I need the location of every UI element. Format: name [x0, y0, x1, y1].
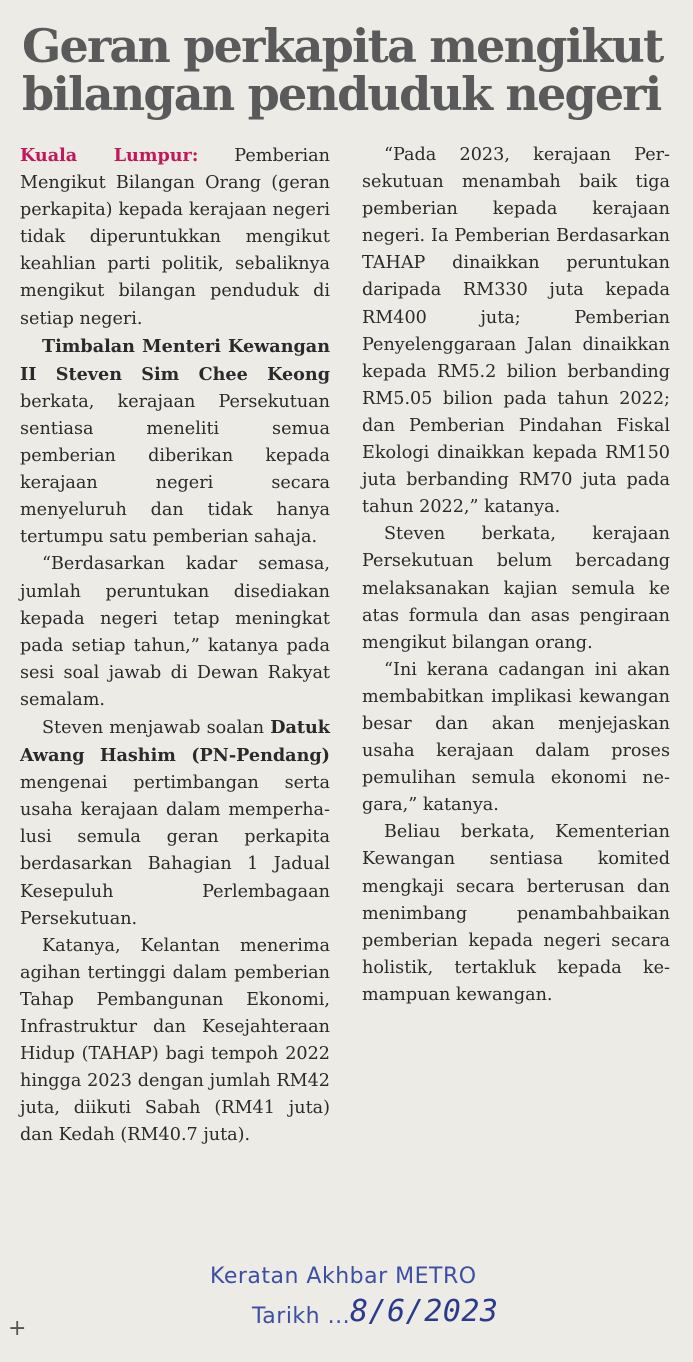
- article-paragraph-1: [20, 142, 330, 333]
- person-name: Timbalan Menteri Kewangan II Steven Sim Chee Keong: [20, 335, 330, 385]
- article-paragraph-4: [20, 714, 330, 933]
- headline: Geran perkapita mengikut bilangan penduduk negeri: [22, 19, 663, 121]
- article-paragraph-7: Steven berkata, kerajaan Persekutuan belum bercadang melaksanakan kajian semula ke atas formula dan asas pengiraan mengikut bilangan orang.: [362, 524, 670, 653]
- article-paragraph-9: Beliau berkata, Kementerian Kewangan sentiasa komited mengkaji secara berterusan dan menimbang penambahbaikan pemberian kepada negeri secara holistik, tertakluk kepada kemampuan kewangan.: [362, 822, 670, 1005]
- stamp-date-label: Tarikh ...: [252, 1304, 351, 1329]
- article-paragraph-5: Katanya, Kelantan menerima agihan tertinggi dalam pemberian Tahap Pembangunan Ekonomi, Infrastruktur dan Kesejahteraan Hidup (TAHAP) bagi tempoh 2022 hingga 2023 dengan jumlah RM42 juta, diikuti Sabah (RM41 juta) dan Kedah (RM40.7 juta).: [20, 935, 330, 1146]
- paragraph-text: mengenai pertimbangan serta usaha kerajaan dalam memperhalusi semula geran perkapita berdasarkan Bahagian 1 Jadual Kesepuluh Perlembagaan Persekutuan.: [20, 773, 330, 929]
- stamp-title: Keratan Akhbar METRO: [210, 1264, 477, 1289]
- article-column-left: [20, 142, 330, 1149]
- stamp-date-handwritten: 8/6/2023: [350, 1294, 499, 1329]
- paragraph-text: Pemberian Mengikut Bilangan Orang (geran perkapita) kepada kerajaan negeri tidak diperuntukkan mengikut keahlian parti politik, sebaliknya mengikut bilangan penduduk di setiap negeri.: [20, 146, 330, 329]
- paragraph-text: Steven menjawab soalan: [42, 717, 271, 738]
- article-paragraph-6: “Pada 2023, kerajaan Persekutuan menambah baik tiga pemberian kepada kerajaan negeri. Ia Pemberian Berdasarkan TAHAP dinaikkan peruntukan daripada RM330 juta kepada RM400 juta; Pemberian Penyelenggaraan Jalan dinaikkan kepada RM5.2 bilion berbanding RM5.05 bilion pada tahun 2022; dan Pemberian Pindahan Fiskal Ekologi dinaikkan kepada RM150 juta berbanding RM70 juta pada tahun 2022,” katanya.: [362, 145, 670, 518]
- crop-mark-icon: +: [8, 1316, 27, 1341]
- article-paragraph-3: “Berdasarkan kadar semasa, jumlah peruntukan disediakan kepada negeri tetap meningkat pada setiap tahun,” katanya pada sesi soal jawab di Dewan Rakyat semalam.: [20, 554, 330, 710]
- paragraph-text: berkata, kerajaan Persekutuan sentiasa meneliti semua pemberian diberikan kepada kerajaan negeri secara menyeluruh dan tidak hanya tertumpu satu pemberian sahaja.: [20, 391, 330, 548]
- article-paragraph-8: “Ini kerana cadangan ini akan membabitkan implikasi kewangan besar dan akan menjejaskan usaha kerajaan dalam proses pemulihan semula ekonomi negara,” katanya.: [362, 659, 670, 816]
- article-column-right: [362, 142, 670, 1009]
- dateline: Kuala Lumpur:: [20, 145, 199, 166]
- person-name: Datuk Awang Hashim (PN-Pendang): [20, 716, 330, 767]
- article-paragraph-2: [20, 333, 330, 552]
